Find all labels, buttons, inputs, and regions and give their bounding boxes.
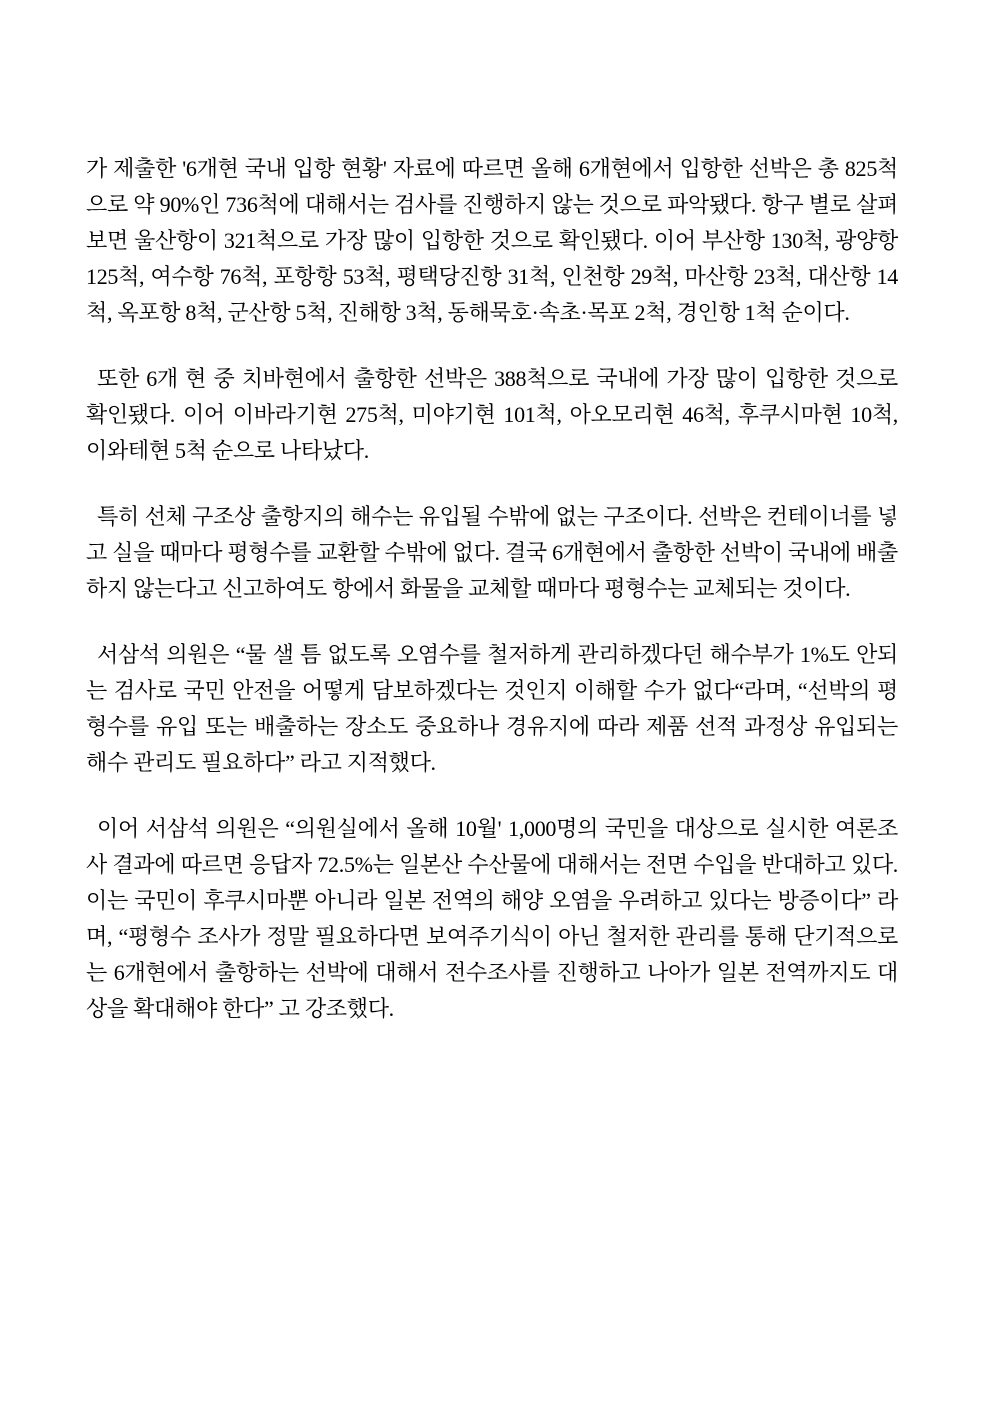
document-body [86, 151, 898, 1057]
paragraph-poll-and-demand-quote: 이어 서삼석 의원은 “의원실에서 올해 10월' 1,000명의 국민을 대상으로 실시한 여론조사 결과에 따르면 응답자 72.5%는 일본산 수산물에 대해서는 전면 수입을 반대하고 있다. 이는 국민이 후쿠시마뿐 아니라 일본 전역의 해양 오염을 우려하고 있다는 방증이다” 라며, “평형수 조사가 정말 필요하다면 보여주기식이 아닌 철저한 관리를 통해 단기적으로는 6개현에서 출항하는 선박에 대해서 전수조사를 진행하고 나아가 일본 전역까지도 대상을 확대해야 한다” 고 강조했다. [86, 816, 898, 1021]
paragraph-lawmaker-criticism-quote: 서삼석 의원은 “물 샐 틈 없도록 오염수를 철저하게 관리하겠다던 해수부가 1%도 안되는 검사로 국민 안전을 어떻게 담보하겠다는 것인지 이해할 수가 없다“라며, “선박의 평형수를 유입 또는 배출하는 장소도 중요하나 경유지에 따라 제품 선적 과정상 유입되는 해수 관리도 필요하다” 라고 지적했다. [86, 642, 898, 775]
paragraph-arrival-status: 가 제출한 '6개현 국내 입항 현황' 자료에 따르면 올해 6개현에서 입항한 선박은 총 825척으로 약 90%인 736척에 대해서는 검사를 진행하지 않는 것으로 파악됐다. 항구 별로 살펴보면 울산항이 321척으로 가장 많이 입항한 것으로 확인됐다. 이어 부산항 130척, 광양항 125척, 여수항 76척, 포항항 53척, 평택당진항 31척, 인천항 29척, 마산항 23척, 대산항 14척, 옥포항 8척, 군산항 5척, 진해항 3척, 동해묵호·속초·목포 2척, 경인항 1척 순이다. [86, 156, 898, 325]
paragraph-ballast-structure: 특히 선체 구조상 출항지의 해수는 유입될 수밖에 없는 구조이다. 선박은 컨테이너를 넣고 실을 때마다 평형수를 교환할 수밖에 없다. 결국 6개현에서 출항한 선박이 국내에 배출하지 않는다고 신고하여도 항에서 화물을 교체할 때마다 평형수는 교체되는 것이다. [86, 504, 898, 601]
paragraph-departure-prefectures: 또한 6개 현 중 치바현에서 출항한 선박은 388척으로 국내에 가장 많이 입항한 것으로 확인됐다. 이어 이바라기현 275척, 미야기현 101척, 아오모리현 46척, 후쿠시마현 10척, 이와테현 5척 순으로 나타났다. [86, 366, 898, 463]
